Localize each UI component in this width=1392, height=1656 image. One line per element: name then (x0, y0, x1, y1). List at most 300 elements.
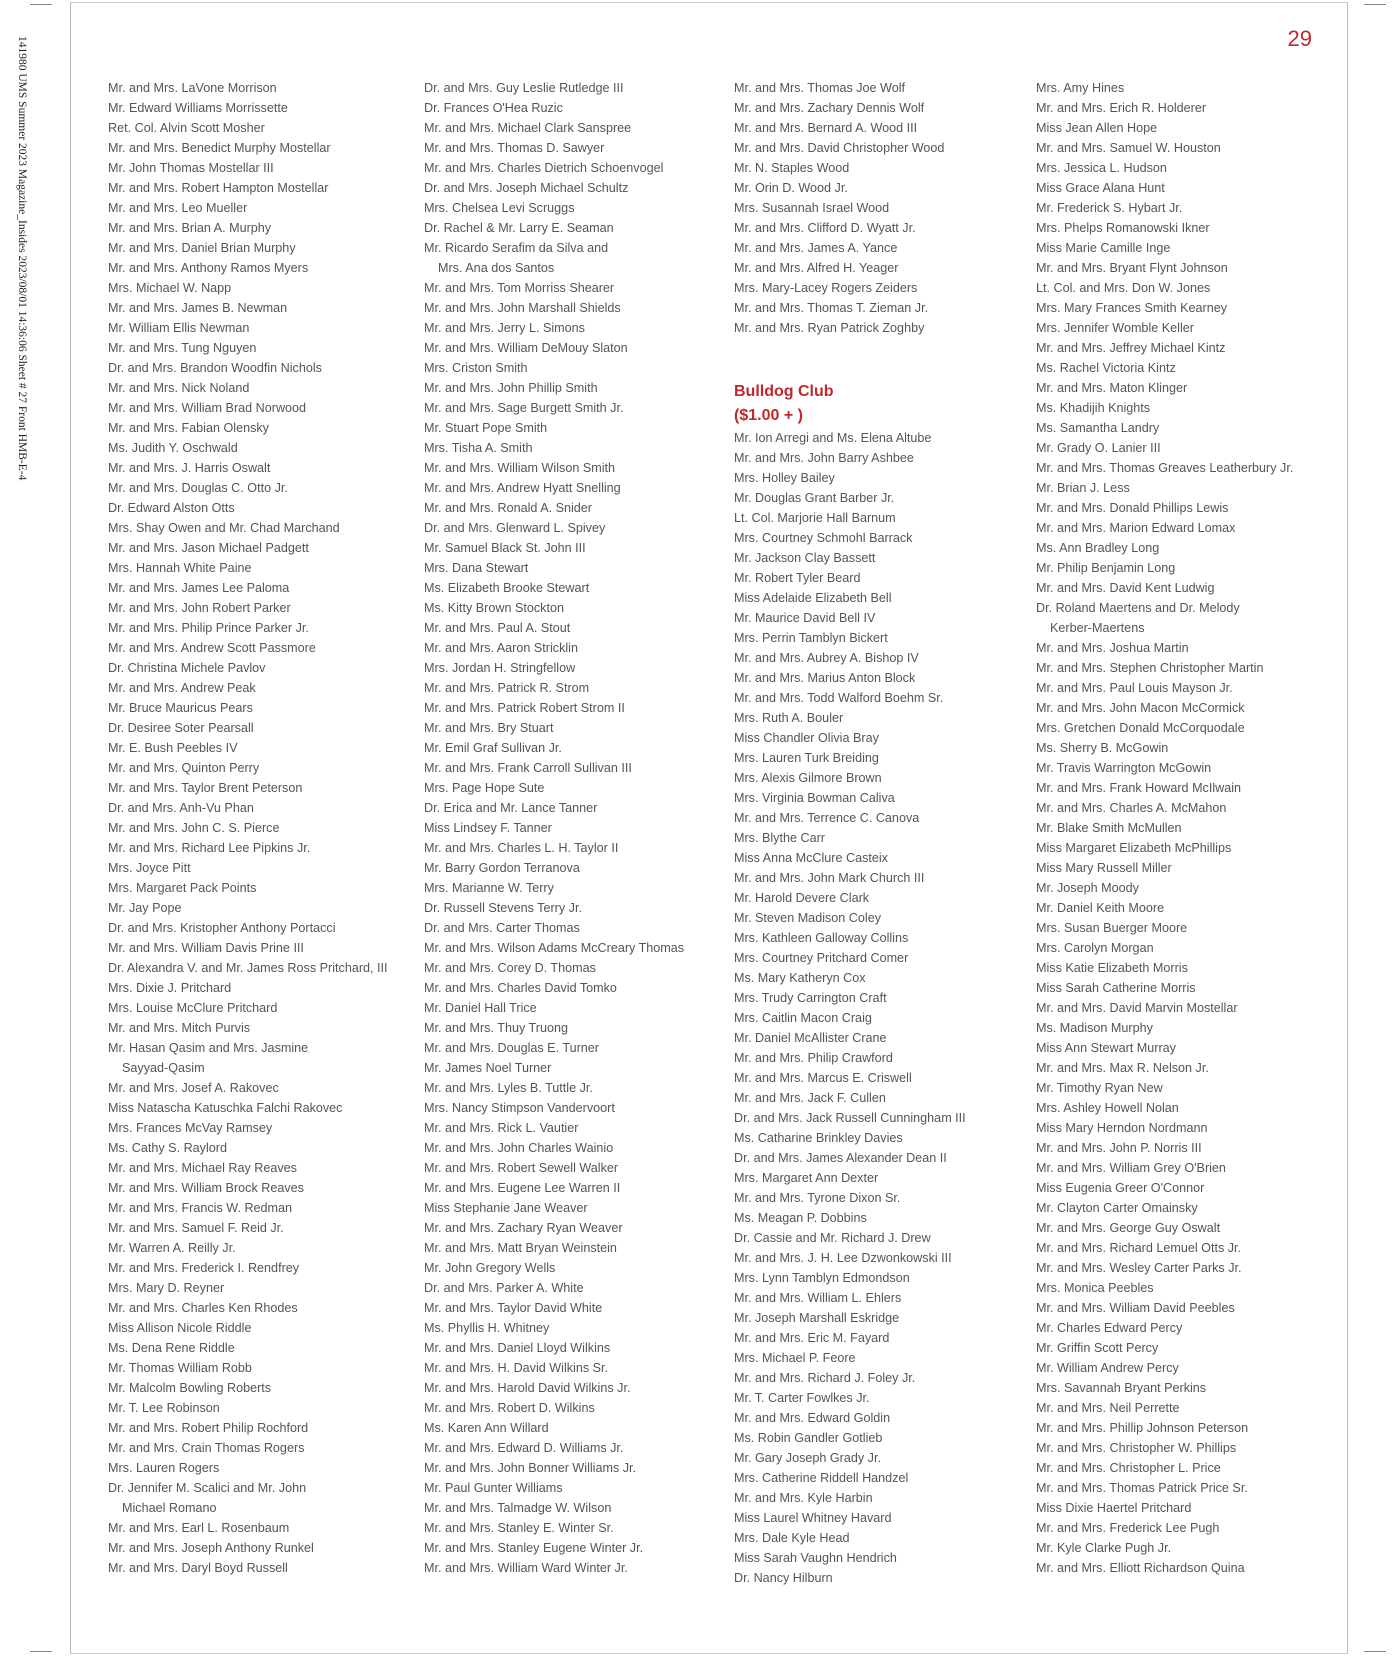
donor-name: Mr. and Mrs. Charles Ken Rhodes (108, 1301, 298, 1315)
donor-name: Mr. and Mrs. Jerry L. Simons (424, 321, 585, 335)
donor-name: Ms. Ann Bradley Long (1036, 541, 1160, 555)
donor-name: Ms. Meagan P. Dobbins (734, 1211, 867, 1225)
donor-name: Mr. and Mrs. Marion Edward Lomax (1036, 521, 1236, 535)
donor-name: Ms. Karen Ann Willard (424, 1421, 549, 1435)
donor-name: Mrs. Dana Stewart (424, 561, 529, 575)
donor-name: Mr. and Mrs. Wilson Adams McCreary Thomas (424, 941, 685, 955)
donor-name: Mr. and Mrs. John Marshall Shields (424, 301, 621, 315)
donor-name: Mr. Travis Warrington McGowin (1036, 761, 1212, 775)
crop-mark-bottom-right (1364, 1651, 1386, 1652)
donor-name: Mrs. Margaret Pack Points (108, 881, 257, 895)
donor-name: Mr. Orin D. Wood Jr. (734, 181, 848, 195)
donor-name: Mr. and Mrs. William Brock Reaves (108, 1181, 304, 1195)
donor-name: Mr. Harold Devere Clark (734, 891, 870, 905)
donor-name: Mrs. Shay Owen and Mr. Chad Marchand (108, 521, 340, 535)
donor-name: Ms. Catharine Brinkley Davies (734, 1131, 903, 1145)
donor-name: Mr. Samuel Black St. John III (424, 541, 586, 555)
donor-name: Mr. and Mrs. William David Peebles (1036, 1301, 1235, 1315)
donor-name: Dr. Frances O'Hea Ruzic (424, 101, 563, 115)
donor-name: Mrs. Courtney Schmohl Barrack (734, 531, 913, 545)
donor-name: Mr. and Mrs. J. H. Lee Dzwonkowski III (734, 1251, 952, 1265)
donor-name: Mr. Thomas William Robb (108, 1361, 252, 1375)
donor-name: Mr. and Mrs. Edward Goldin (734, 1411, 891, 1425)
donor-name: Mr. and Mrs. Robert Sewell Walker (424, 1161, 619, 1175)
donor-name: Miss Mary Herndon Nordmann (1036, 1121, 1208, 1135)
donor-name: Mr. and Mrs. William Brad Norwood (108, 401, 307, 415)
donor-name: Mr. and Mrs. Paul Louis Mayson Jr. (1036, 681, 1233, 695)
donor-name: Mr. and Mrs. Marcus E. Criswell (734, 1071, 912, 1085)
print-slug (8, 36, 48, 636)
donor-name: Mr. and Mrs. Ryan Patrick Zoghby (734, 321, 925, 335)
donor-name: Mrs. Tisha A. Smith (424, 441, 533, 455)
donor-name: Mr. and Mrs. Joshua Martin (1036, 641, 1189, 655)
donor-name: Mr. and Mrs. Richard Lee Pipkins Jr. (108, 841, 311, 855)
crop-mark-top-left (30, 4, 52, 5)
donor-name: Ms. Sherry B. McGowin (1036, 741, 1169, 755)
donor-name: Dr. and Mrs. Joseph Michael Schultz (424, 181, 629, 195)
donor-name: Mr. and Mrs. Daniel Lloyd Wilkins (424, 1341, 611, 1355)
donor-name: Miss Grace Alana Hunt (1036, 181, 1165, 195)
donor-name: Mr. William Andrew Percy (1036, 1361, 1179, 1375)
donor-name: Mr. and Mrs. Marius Anton Block (734, 671, 916, 685)
donor-name: Miss Katie Elizabeth Morris (1036, 961, 1188, 975)
donor-name: Mrs. Dixie J. Pritchard (108, 981, 232, 995)
donor-name: Ret. Col. Alvin Scott Mosher (108, 121, 265, 135)
donor-name: Mr. Robert Tyler Beard (734, 571, 861, 585)
donor-name: Ms. Robin Gandler Gotlieb (734, 1431, 883, 1445)
donor-name: Mr. Maurice David Bell IV (734, 611, 876, 625)
donor-name: Dr. and Mrs. James Alexander Dean II (734, 1151, 947, 1165)
donor-name: Mr. and Mrs. David Kent Ludwig (1036, 581, 1215, 595)
crop-mark-bottom-left (30, 1651, 52, 1652)
donor-name: Mr. and Mrs. Daryl Boyd Russell (108, 1561, 288, 1575)
donor-name: Mr. Charles Edward Percy (1036, 1321, 1183, 1335)
donor-name: Mrs. Mary-Lacey Rogers Zeiders (734, 281, 918, 295)
donor-name: Dr. and Mrs. Carter Thomas (424, 921, 580, 935)
donor-name: Miss Laurel Whitney Havard (734, 1511, 892, 1525)
donor-name: Mr. and Mrs. Joseph Anthony Runkel (108, 1541, 314, 1555)
donor-name: Dr. and Mrs. Glenward L. Spivey (424, 521, 606, 535)
donor-name: Mrs. Lynn Tamblyn Edmondson (734, 1271, 910, 1285)
donor-name: Mr. and Mrs. Quinton Perry (108, 761, 260, 775)
donor-name: Mr. and Mrs. William Grey O'Brien (1036, 1161, 1226, 1175)
donor-name: Mr. and Mrs. Earl L. Rosenbaum (108, 1521, 290, 1535)
donor-name: Ms. Madison Murphy (1036, 1021, 1153, 1035)
donor-name: Mr. and Mrs. John Phillip Smith (424, 381, 598, 395)
donor-name: Mrs. Ruth A. Bouler (734, 711, 844, 725)
donor-name: Mr. and Mrs. Todd Walford Boehm Sr. (734, 691, 944, 705)
donor-name: Dr. Edward Alston Otts (108, 501, 235, 515)
donor-name: Mr. and Mrs. William L. Ehlers (734, 1291, 902, 1305)
donor-name: Mr. and Mrs. Stephen Christopher Martin (1036, 661, 1264, 675)
donor-name: Mr. and Mrs. Eric M. Fayard (734, 1331, 890, 1345)
donor-name: Ms. Samantha Landry (1036, 421, 1160, 435)
donor-name: Dr. Jennifer M. Scalici and Mr. John Michael Romano (108, 1481, 307, 1515)
donor-name: Mr. Griffin Scott Percy (1036, 1341, 1159, 1355)
donor-name: Mr. and Mrs. Clifford D. Wyatt Jr. (734, 221, 916, 235)
donor-name: Mr. Jackson Clay Bassett (734, 551, 876, 565)
donor-name: Mr. and Mrs. Matt Bryan Weinstein (424, 1241, 617, 1255)
donor-name: Mr. and Mrs. Andrew Hyatt Snelling (424, 481, 621, 495)
donor-name: Mr. Blake Smith McMullen (1036, 821, 1182, 835)
donor-name: Mr. and Mrs. James A. Yance (734, 241, 898, 255)
bulldog-club-list (734, 428, 1034, 1588)
donor-name: Mr. and Mrs. Phillip Johnson Peterson (1036, 1421, 1249, 1435)
donor-name: Mr. and Mrs. John Bonner Williams Jr. (424, 1461, 637, 1475)
donor-name: Mr. and Mrs. James Lee Paloma (108, 581, 290, 595)
donor-name: Mr. and Mrs. John P. Norris III (1036, 1141, 1202, 1155)
donor-name: Mr. Barry Gordon Terranova (424, 861, 580, 875)
donor-name: Mr. and Mrs. Jeffrey Michael Kintz (1036, 341, 1226, 355)
donor-name: Mrs. Caitlin Macon Craig (734, 1011, 872, 1025)
donor-name: Dr. and Mrs. Anh-Vu Phan (108, 801, 254, 815)
donor-name: Ms. Rachel Victoria Kintz (1036, 361, 1176, 375)
section-subtitle: ($1.00 + ) (734, 407, 803, 424)
donor-name: Mrs. Monica Peebles (1036, 1281, 1154, 1295)
donor-name: Mr. Ion Arregi and Ms. Elena Altube (734, 431, 932, 445)
donor-name: Mr. and Mrs. Michael Ray Reaves (108, 1161, 297, 1175)
donor-name: Mr. and Mrs. James B. Newman (108, 301, 288, 315)
donor-name: Lt. Col. and Mrs. Don W. Jones (1036, 281, 1211, 295)
donor-name: Miss Mary Russell Miller (1036, 861, 1172, 875)
donor-name: Mr. and Mrs. Thomas D. Sawyer (424, 141, 605, 155)
donor-name: Miss Stephanie Jane Weaver (424, 1201, 588, 1215)
donor-name: Dr. and Mrs. Parker A. White (424, 1281, 584, 1295)
donor-name: Mrs. Susannah Israel Wood (734, 201, 890, 215)
donor-name: Mr. and Mrs. Samuel W. Houston (1036, 141, 1221, 155)
donor-name: Mrs. Criston Smith (424, 361, 528, 375)
donor-name: Mr. and Mrs. Charles Dietrich Schoenvogel (424, 161, 664, 175)
donor-name: Mr. Jay Pope (108, 901, 182, 915)
donor-name: Dr. Erica and Mr. Lance Tanner (424, 801, 598, 815)
crop-mark-top-right (1364, 4, 1386, 5)
bulldog-club-heading (734, 380, 834, 428)
donor-name: Mr. and Mrs. Donald Phillips Lewis (1036, 501, 1229, 515)
donor-name: Mrs. Blythe Carr (734, 831, 825, 845)
donor-name: Mrs. Michael W. Napp (108, 281, 232, 295)
donor-column-4 (1036, 78, 1336, 1578)
donor-name: Mr. and Mrs. Frank Carroll Sullivan III (424, 761, 632, 775)
donor-name: Mr. and Mrs. William Davis Prine III (108, 941, 304, 955)
donor-name: Mr. and Mrs. Bryant Flynt Johnson (1036, 261, 1228, 275)
donor-name: Mr. and Mrs. Frederick Lee Pugh (1036, 1521, 1220, 1535)
donor-name: Mr. and Mrs. Christopher L. Price (1036, 1461, 1221, 1475)
donor-name: Mr. and Mrs. Thuy Truong (424, 1021, 568, 1035)
donor-name: Mrs. Susan Buerger Moore (1036, 921, 1188, 935)
donor-name: Mrs. Trudy Carrington Craft (734, 991, 887, 1005)
donor-name: Mr. Grady O. Lanier III (1036, 441, 1161, 455)
donor-name: Miss Lindsey F. Tanner (424, 821, 552, 835)
donor-name: Mr. and Mrs. John C. S. Pierce (108, 821, 280, 835)
donor-name: Mr. and Mrs. Kyle Harbin (734, 1491, 873, 1505)
donor-name: Mr. and Mrs. H. David Wilkins Sr. (424, 1361, 609, 1375)
donor-name: Mr. and Mrs. John Robert Parker (108, 601, 291, 615)
donor-name: Mr. and Mrs. Richard Lemuel Otts Jr. (1036, 1241, 1242, 1255)
donor-name: Mr. E. Bush Peebles IV (108, 741, 238, 755)
donor-name: Mrs. Louise McClure Pritchard (108, 1001, 278, 1015)
donor-name: Mrs. Phelps Romanowski Ikner (1036, 221, 1210, 235)
donor-name: Mr. and Mrs. Daniel Brian Murphy (108, 241, 296, 255)
donor-name: Mr. and Mrs. David Marvin Mostellar (1036, 1001, 1238, 1015)
donor-name: Mrs. Kathleen Galloway Collins (734, 931, 909, 945)
donor-name: Mr. Ricardo Serafim da Silva and Mrs. Ana dos Santos (424, 241, 609, 275)
donor-name: Mr. Stuart Pope Smith (424, 421, 548, 435)
donor-name: Ms. Khadijih Knights (1036, 401, 1151, 415)
donor-name: Mr. and Mrs. Aubrey A. Bishop IV (734, 651, 919, 665)
donor-name: Mr. Gary Joseph Grady Jr. (734, 1451, 881, 1465)
donor-name: Mr. T. Carter Fowlkes Jr. (734, 1391, 870, 1405)
donor-name: Mr. and Mrs. Bry Stuart (424, 721, 554, 735)
donor-name: Mrs. Courtney Pritchard Comer (734, 951, 909, 965)
donor-column-1 (108, 78, 408, 1578)
donor-name: Mr. and Mrs. Patrick Robert Strom II (424, 701, 625, 715)
donor-name: Miss Sarah Catherine Morris (1036, 981, 1196, 995)
donor-name: Mr. N. Staples Wood (734, 161, 850, 175)
donor-name: Miss Eugenia Greer O'Connor (1036, 1181, 1205, 1195)
donor-name: Dr. Roland Maertens and Dr. Melody Kerber-Maertens (1036, 601, 1240, 635)
donor-name: Mr. and Mrs. Lyles B. Tuttle Jr. (424, 1081, 593, 1095)
donor-name: Dr. and Mrs. Brandon Woodfin Nichols (108, 361, 322, 375)
donor-name: Mr. and Mrs. Michael Clark Sanspree (424, 121, 632, 135)
donor-name: Mr. and Mrs. Eugene Lee Warren II (424, 1181, 621, 1195)
donor-name: Mr. and Mrs. Bernard A. Wood III (734, 121, 918, 135)
donor-name: Mr. and Mrs. Maton Klinger (1036, 381, 1188, 395)
donor-name: Ms. Cathy S. Raylord (108, 1141, 227, 1155)
donor-name: Miss Sarah Vaughn Hendrich (734, 1551, 897, 1565)
donor-name: Mr. and Mrs. Mitch Purvis (108, 1021, 251, 1035)
donor-name: Mr. and Mrs. Charles L. H. Taylor II (424, 841, 619, 855)
donor-name: Mr. Hasan Qasim and Mrs. Jasmine Sayyad-Qasim (108, 1041, 309, 1075)
donor-name: Mr. and Mrs. Fabian Olensky (108, 421, 269, 435)
donor-name: Mr. and Mrs. Wesley Carter Parks Jr. (1036, 1261, 1242, 1275)
donor-name: Mr. and Mrs. Neil Perrette (1036, 1401, 1180, 1415)
donor-name: Mrs. Hannah White Paine (108, 561, 252, 575)
donor-name: Dr. Rachel & Mr. Larry E. Seaman (424, 221, 614, 235)
donor-name: Mr. and Mrs. Samuel F. Reid Jr. (108, 1221, 284, 1235)
section-title: Bulldog Club (734, 383, 834, 400)
donor-name: Mr. Clayton Carter Omainsky (1036, 1201, 1198, 1215)
donor-name: Mr. Edward Williams Morrissette (108, 101, 288, 115)
donor-name: Mr. and Mrs. William Wilson Smith (424, 461, 616, 475)
donor-name: Mr. and Mrs. George Guy Oswalt (1036, 1221, 1221, 1235)
donor-name: Miss Natascha Katuschka Falchi Rakovec (108, 1101, 343, 1115)
donor-name: Mr. and Mrs. Taylor David White (424, 1301, 603, 1315)
donor-name: Mr. and Mrs. Leo Mueller (108, 201, 248, 215)
donor-name: Miss Allison Nicole Riddle (108, 1321, 252, 1335)
donor-name: Mr. Joseph Moody (1036, 881, 1139, 895)
donor-name: Miss Margaret Elizabeth McPhillips (1036, 841, 1232, 855)
donor-name: Mrs. Chelsea Levi Scruggs (424, 201, 575, 215)
donor-name: Mr. Daniel McAllister Crane (734, 1031, 887, 1045)
donor-name: Mrs. Amy Hines (1036, 81, 1125, 95)
donor-name: Mr. John Thomas Mostellar III (108, 161, 274, 175)
donor-name: Mr. and Mrs. Thomas Greaves Leatherbury Jr. (1036, 461, 1294, 475)
donor-name: Mr. Timothy Ryan New (1036, 1081, 1163, 1095)
donor-name: Mr. and Mrs. Francis W. Redman (108, 1201, 293, 1215)
donor-name: Mrs. Jessica L. Hudson (1036, 161, 1167, 175)
donor-name: Mr. and Mrs. Tung Nguyen (108, 341, 257, 355)
donor-name: Miss Adelaide Elizabeth Bell (734, 591, 892, 605)
donor-name: Mr. and Mrs. Paul A. Stout (424, 621, 571, 635)
donor-name: Mr. and Mrs. William Ward Winter Jr. (424, 1561, 628, 1575)
donor-name: Mr. Paul Gunter Williams (424, 1481, 563, 1495)
donor-name: Ms. Kitty Brown Stockton (424, 601, 564, 615)
page-number: 29 (1287, 26, 1312, 51)
donor-name: Mr. Steven Madison Coley (734, 911, 881, 925)
donor-name: Dr. and Mrs. Kristopher Anthony Portacci (108, 921, 336, 935)
donor-name: Mr. William Ellis Newman (108, 321, 250, 335)
donor-name: Mr. and Mrs. Charles David Tomko (424, 981, 617, 995)
donor-name: Mr. Douglas Grant Barber Jr. (734, 491, 895, 505)
donor-name: Mr. and Mrs. Robert Hampton Mostellar (108, 181, 329, 195)
donor-name: Mr. and Mrs. Jason Michael Padgett (108, 541, 309, 555)
donor-name: Mr. and Mrs. Douglas E. Turner (424, 1041, 599, 1055)
donor-name: Mr. Philip Benjamin Long (1036, 561, 1176, 575)
donor-name: Mr. and Mrs. Ronald A. Snider (424, 501, 592, 515)
donor-name: Mr. and Mrs. Zachary Ryan Weaver (424, 1221, 623, 1235)
donor-name: Mr. and Mrs. Tom Morriss Shearer (424, 281, 615, 295)
donor-name: Mrs. Holley Bailey (734, 471, 835, 485)
donor-name: Mr. and Mrs. John Barry Ashbee (734, 451, 914, 465)
donor-name: Mrs. Michael P. Feore (734, 1351, 856, 1365)
donor-name: Mr. and Mrs. Sage Burgett Smith Jr. (424, 401, 624, 415)
donor-name: Mr. and Mrs. Alfred H. Yeager (734, 261, 899, 275)
donor-name: Mrs. Virginia Bowman Caliva (734, 791, 895, 805)
donor-name: Mr. Daniel Keith Moore (1036, 901, 1165, 915)
donor-name: Mr. and Mrs. Edward D. Williams Jr. (424, 1441, 624, 1455)
donor-name: Mr. and Mrs. Thomas Joe Wolf (734, 81, 906, 95)
donor-name: Mr. and Mrs. LaVone Morrison (108, 81, 277, 95)
donor-name: Mr. and Mrs. John Mark Church III (734, 871, 925, 885)
donor-name: Mr. and Mrs. Zachary Dennis Wolf (734, 101, 925, 115)
donor-name: Mr. Emil Graf Sullivan Jr. (424, 741, 562, 755)
donor-name: Mr. Daniel Hall Trice (424, 1001, 537, 1015)
donor-name: Mr. and Mrs. Crain Thomas Rogers (108, 1441, 305, 1455)
donor-name: Mr. and Mrs. Taylor Brent Peterson (108, 781, 303, 795)
donor-name: Mr. and Mrs. Christopher W. Phillips (1036, 1441, 1237, 1455)
donor-name: Mr. and Mrs. Richard J. Foley Jr. (734, 1371, 916, 1385)
donor-name: Mr. and Mrs. Patrick R. Strom (424, 681, 590, 695)
donor-name: Mr. Brian J. Less (1036, 481, 1130, 495)
donor-name: Mrs. Page Hope Sute (424, 781, 545, 795)
donor-name: Mr. and Mrs. J. Harris Oswalt (108, 461, 271, 475)
donor-name: Dr. Nancy Hilburn (734, 1571, 833, 1585)
donor-name: Mr. and Mrs. John Charles Wainio (424, 1141, 614, 1155)
donor-name: Mrs. Lauren Rogers (108, 1461, 220, 1475)
donor-name: Mr. and Mrs. Thomas Patrick Price Sr. (1036, 1481, 1248, 1495)
donor-name: Mr. and Mrs. Robert D. Wilkins (424, 1401, 595, 1415)
donor-name: Mr. and Mrs. John Macon McCormick (1036, 701, 1245, 715)
donor-name: Mr. Kyle Clarke Pugh Jr. (1036, 1541, 1172, 1555)
donor-name: Mrs. Margaret Ann Dexter (734, 1171, 879, 1185)
donor-name: Mr. and Mrs. Tyrone Dixon Sr. (734, 1191, 901, 1205)
donor-name: Mrs. Jordan H. Stringfellow (424, 661, 576, 675)
donor-name: Mr. Frederick S. Hybart Jr. (1036, 201, 1183, 215)
donor-name: Mrs. Mary D. Reyner (108, 1281, 225, 1295)
donor-column-3 (734, 78, 1034, 338)
donor-name: Mrs. Catherine Riddell Handzel (734, 1471, 909, 1485)
donor-name: Dr. Desiree Soter Pearsall (108, 721, 254, 735)
donor-name: Mr. and Mrs. Elliott Richardson Quina (1036, 1561, 1245, 1575)
donor-name: Mrs. Perrin Tamblyn Bickert (734, 631, 888, 645)
donor-column-2 (424, 78, 724, 1578)
donor-name: Mr. and Mrs. Corey D. Thomas (424, 961, 596, 975)
donor-name: Mrs. Jennifer Womble Keller (1036, 321, 1194, 335)
donor-name: Dr. and Mrs. Guy Leslie Rutledge III (424, 81, 624, 95)
donor-name: Mr. and Mrs. Erich R. Holderer (1036, 101, 1207, 115)
donor-name: Ms. Phyllis H. Whitney (424, 1321, 550, 1335)
donor-name: Mr. James Noel Turner (424, 1061, 552, 1075)
donor-name: Mr. and Mrs. Talmadge W. Wilson (424, 1501, 612, 1515)
donor-name: Mr. and Mrs. Stanley E. Winter Sr. (424, 1521, 614, 1535)
donor-name: Mr. T. Lee Robinson (108, 1401, 220, 1415)
donor-name: Mr. and Mrs. Anthony Ramos Myers (108, 261, 309, 275)
donor-name: Mr. and Mrs. Rick L. Vautier (424, 1121, 579, 1135)
donor-name: Mr. and Mrs. Andrew Scott Passmore (108, 641, 316, 655)
donor-name: Mrs. Lauren Turk Breiding (734, 751, 879, 765)
donor-name: Dr. Russell Stevens Terry Jr. (424, 901, 582, 915)
donor-name: Dr. Alexandra V. and Mr. James Ross Pritchard, III (108, 961, 388, 975)
donor-name: Mrs. Savannah Bryant Perkins (1036, 1381, 1207, 1395)
donor-name: Mr. Joseph Marshall Eskridge (734, 1311, 900, 1325)
donor-name: Mr. and Mrs. Harold David Wilkins Jr. (424, 1381, 631, 1395)
donor-name: Mr. and Mrs. Brian A. Murphy (108, 221, 272, 235)
donor-name: Miss Jean Allen Hope (1036, 121, 1158, 135)
donor-name: Mrs. Mary Frances Smith Kearney (1036, 301, 1228, 315)
donor-name: Mr. and Mrs. William DeMouy Slaton (424, 341, 628, 355)
donor-name: Miss Marie Camille Inge (1036, 241, 1171, 255)
donor-name: Mr. and Mrs. Robert Philip Rochford (108, 1421, 309, 1435)
donor-name: Dr. Christina Michele Pavlov (108, 661, 266, 675)
donor-name: Mr. and Mrs. Stanley Eugene Winter Jr. (424, 1541, 644, 1555)
donor-name: Mrs. Dale Kyle Head (734, 1531, 850, 1545)
donor-name: Ms. Dena Rene Riddle (108, 1341, 235, 1355)
donor-name: Mr. and Mrs. Jack F. Cullen (734, 1091, 886, 1105)
donor-name: Mr. Warren A. Reilly Jr. (108, 1241, 236, 1255)
donor-name: Mrs. Carolyn Morgan (1036, 941, 1154, 955)
donor-name: Mr. Malcolm Bowling Roberts (108, 1381, 272, 1395)
donor-name: Miss Dixie Haertel Pritchard (1036, 1501, 1192, 1515)
donor-name: Miss Ann Stewart Murray (1036, 1041, 1176, 1055)
donor-name: Mr. and Mrs. Andrew Peak (108, 681, 256, 695)
donor-name: Mr. and Mrs. Charles A. McMahon (1036, 801, 1227, 815)
donor-name: Mr. and Mrs. Aaron Stricklin (424, 641, 578, 655)
donor-name: Ms. Judith Y. Oschwald (108, 441, 238, 455)
donor-name: Mr. and Mrs. Philip Crawford (734, 1051, 893, 1065)
donor-name: Mr. and Mrs. Philip Prince Parker Jr. (108, 621, 309, 635)
donor-name: Mrs. Ashley Howell Nolan (1036, 1101, 1179, 1115)
donor-name: Mrs. Alexis Gilmore Brown (734, 771, 882, 785)
donor-name: Mr. and Mrs. David Christopher Wood (734, 141, 945, 155)
donor-name: Miss Chandler Olivia Bray (734, 731, 879, 745)
donor-name: Mr. and Mrs. Frederick I. Rendfrey (108, 1261, 300, 1275)
donor-name: Mr. and Mrs. Benedict Murphy Mostellar (108, 141, 331, 155)
donor-name: Dr. Cassie and Mr. Richard J. Drew (734, 1231, 931, 1245)
donor-name: Mr. and Mrs. Max R. Nelson Jr. (1036, 1061, 1209, 1075)
donor-name: Mr. and Mrs. Josef A. Rakovec (108, 1081, 279, 1095)
donor-name: Mr. and Mrs. Nick Noland (108, 381, 250, 395)
donor-name: Mrs. Frances McVay Ramsey (108, 1121, 273, 1135)
donor-name: Mr. Bruce Mauricus Pears (108, 701, 253, 715)
donor-name: Mr. and Mrs. Thomas T. Zieman Jr. (734, 301, 929, 315)
donor-name: Mr. and Mrs. Douglas C. Otto Jr. (108, 481, 288, 495)
donor-name: Mrs. Joyce Pitt (108, 861, 191, 875)
donor-name: Mrs. Marianne W. Terry (424, 881, 554, 895)
donor-name: Mr. John Gregory Wells (424, 1261, 556, 1275)
donor-name: Miss Anna McClure Casteix (734, 851, 888, 865)
donor-name: Mr. and Mrs. Frank Howard McIlwain (1036, 781, 1242, 795)
donor-name: Lt. Col. Marjorie Hall Barnum (734, 511, 896, 525)
